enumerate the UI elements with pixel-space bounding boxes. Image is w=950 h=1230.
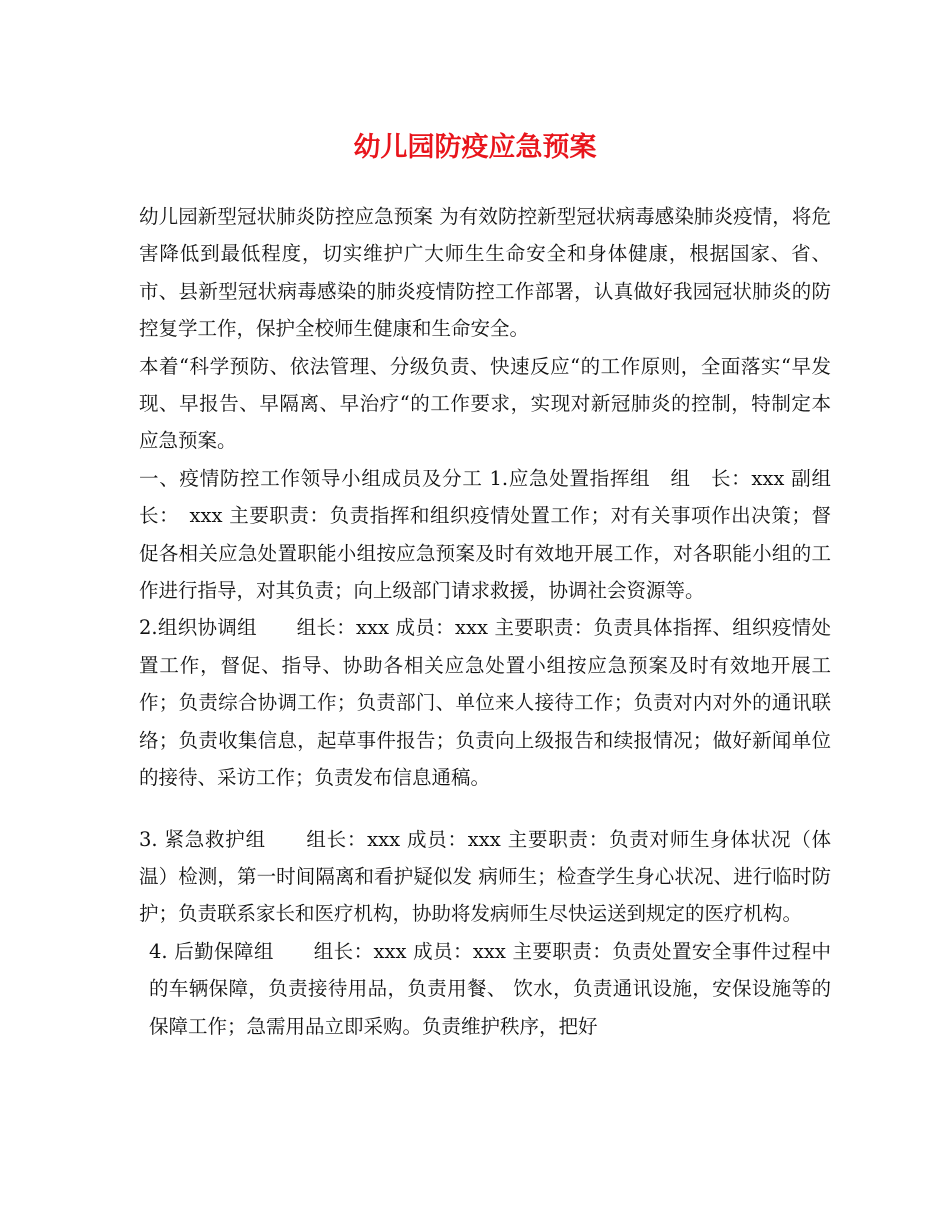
- section-coordination-group: 2.组织协调组 组长：xxx 成员：xxx 主要职责：负责具体指挥、组织疫情处置工作，督促、指导、协助各相关应急处置小组按应急预案及时有效地开展工作；负责综合协调工作；负责部门、单位来人接待工作；负责对内对外的通讯联络；负责收集信息，起草事件报告；负责向上级报告和续报情况；做好新闻单位的接待、采访工作；负责发布信息通稿。: [139, 616, 831, 790]
- principles-paragraph: 本着“科学预防、依法管理、分级负责、快速反应“的工作原则，全面落实“早发现、早报告、早隔离、早治疗“的工作要求，实现对新冠肺炎的控制，特制定本应急预案。: [139, 354, 831, 453]
- section-one-command-group: 一、疫情防控工作领导小组成员及分工 1.应急处置指挥组 组 长：xxx 副组长： xxx 主要职责：负责指挥和组织疫情处置工作；对有关事项作出决策；督促各相关应急处置职能小组按应急预案及时有效地开展工作，对各职能小组的工作进行指导，对其负责；向上级部门请求救援，协调社会资源等。: [139, 466, 831, 603]
- document-body: [139, 198, 831, 1045]
- section-logistics-group: 4. 后勤保障组 组长：xxx 成员：xxx 主要职责：负责处置安全事件过程中的车辆保障，负责接待用品，负责用餐、 饮水，负责通讯设施，安保设施等的保障工作；急需用品立即采购。负责维护秩序，把好: [149, 939, 831, 1038]
- intro-paragraph: 幼儿园新型冠状肺炎防控应急预案 为有效防控新型冠状病毒感染肺炎疫情，将危害降低到最低程度，切实维护广大师生生命安全和身体健康，根据国家、省、市、县新型冠状病毒感染的肺炎疫情防控工作部署，认真做好我园冠状肺炎的防控复学工作，保护全校师生健康和生命安全。: [139, 205, 831, 341]
- paragraph-spacer: [139, 797, 831, 821]
- section-emergency-rescue-group: 3. 紧急救护组 组长：xxx 成员：xxx 主要职责：负责对师生身体状况（体温）检测，第一时间隔离和看护疑似发 病师生；检查学生身心状况、进行临时防护；负责联系家长和医疗机构，协助将发病师生尽快运送到规定的医疗机构。: [139, 827, 831, 926]
- document-title: 幼儿园防疫应急预案: [353, 132, 597, 163]
